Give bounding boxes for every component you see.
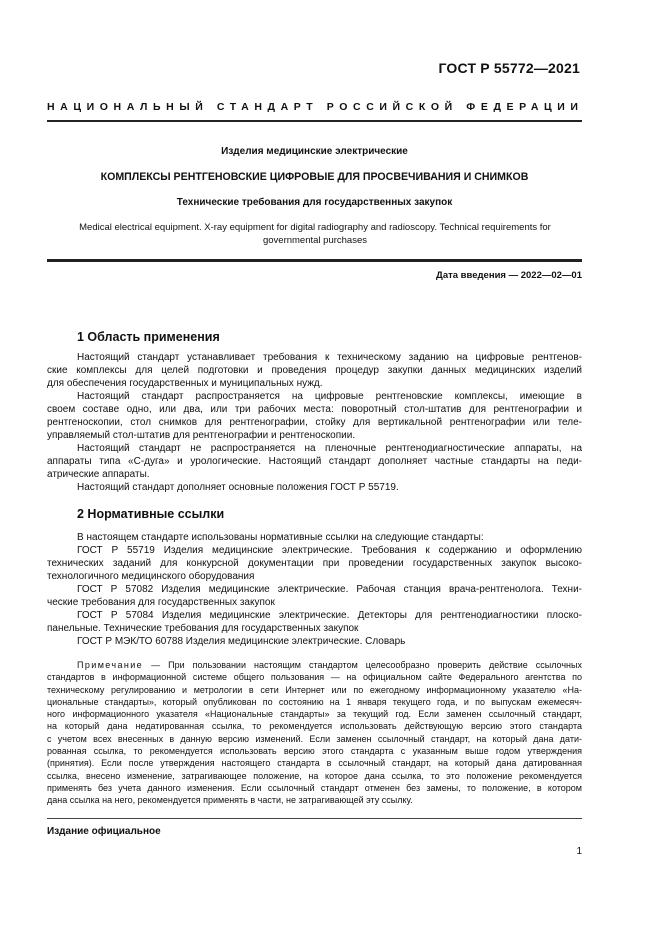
document-code: ГОСТ Р 55772—2021 [438,60,580,76]
body-line: Настоящий стандарт дополняет основные положения ГОСТ Р 55719. [77,482,399,493]
note-line: стандартов в информационной системе общего пользования — на официальном сайте Федерального агентства по [47,672,582,683]
reference-line: панельные. Технические требования для государственных закупок [47,623,359,634]
english-title-line: Medical electrical equipment. X-ray equipment for digital radiography and radioscopy. Technical requirements for [79,222,551,233]
page-number: 1 [576,846,582,857]
top-rule [47,120,582,122]
body-line: Настоящий стандарт не распространяется на пленочные рентгенодиагностические аппараты, на [77,443,582,454]
reference-note [47,659,582,807]
english-title-line: governmental purchases [262,235,368,246]
body-line: В настоящем стандарте использованы нормативные ссылки на следующие стандарты: [77,532,484,543]
note-label: Примечание [77,660,144,670]
section-1-body [47,351,582,494]
note-line: применять без учета данного изменения. Если ссылочный стандарт отменен без замены, то положение, в котором [47,782,582,793]
note-line [47,659,582,671]
reference-line: технологичного медицинского оборудования [47,571,255,582]
note-line: (принятия). Если после утверждения настоящего стандарта в ссылочный стандарт, на который дана датированная [47,758,582,769]
note-line: с учетом всех внесенных в данную версию изменений. Если заменен ссылочный стандарт, на который дана дати- [47,733,582,744]
national-standard-heading: НАЦИОНАЛЬНЫЙ СТАНДАРТ РОССИЙСКОЙ ФЕДЕРАЦИИ [47,101,584,113]
body-line: рентгеноскопии, стол снимков для рентгенографии, стойку для вертикальной рентгенографии или теле- [47,417,582,428]
english-title [60,221,570,247]
document-subject: Изделия медицинские электрические [221,146,408,157]
reference-line: ГОСТ Р 57082 Изделия медицинские электрические. Рабочая станция врача-рентгенолога. Техни- [77,584,582,595]
note-line: ссылка, внесено изменение, затрагивающее положение, на которое дана ссылка, то это положение рекомендуется [47,770,582,781]
introduction-date: Дата введения — 2022—02—01 [436,270,582,281]
body-line: ские комплексы для целей подготовки и проведения процедур закупки данных медицинских изделий [47,365,582,376]
section-2-body [47,531,582,648]
body-line: Настоящий стандарт устанавливает требования к техническому заданию на цифровые рентгенов- [77,352,582,363]
note-line: циональные стандарты», который опубликован по состоянию на 1 января текущего года, и по выпускам ежемесяч- [47,696,582,707]
body-line: своем составе одно, или два, или три рабочих места: поворотный стол-штатив для рентгенографии и [47,404,582,415]
note-line: ного информационного указателя «Национальные стандарты» за текущий год. Если заменен ссылочный стандарт, [47,709,582,720]
body-line: атрические аппараты. [47,469,150,480]
reference-line: ческие требования для государственных закупок [47,597,275,608]
official-edition-label: Издание официальное [47,826,161,837]
body-line: Настоящий стандарт распространяется на цифровые рентгеновские комплексы, имеющие в [77,391,582,402]
note-text: — При пользовании настоящим стандартом целесообразно проверить действие ссылочных [143,660,582,670]
note-line: на который дана недатированная ссылка, то рекомендуется использовать действующую версию этого стандарта [47,721,582,732]
note-line: дана ссылка на него, рекомендуется применять в части, не затрагивающей эту ссылку. [47,795,413,806]
document-subtitle: Технические требования для государственных закупок [176,197,453,208]
title-bottom-rule [47,259,582,262]
note-line: техническому регулированию и метрологии в сети Интернет или по ежегодному информационному указателю «На- [47,684,582,695]
reference-line: ГОСТ Р 55719 Изделия медицинские электрические. Требования к содержанию и оформлению [77,545,582,556]
reference-line: ГОСТ Р МЭК/ТО 60788 Изделия медицинские электрические. Словарь [77,636,406,647]
body-line: аппараты типа «С-дуга» и урологические. Настоящий стандарт дополняет частные стандарты на педи- [47,456,582,467]
note-line: рованная ссылка, то рекомендуется использовать версию этого стандарта с указанным выше годом утверждения [47,746,582,757]
document-title: КОМПЛЕКСЫ РЕНТГЕНОВСКИЕ ЦИФРОВЫЕ ДЛЯ ПРОСВЕЧИВАНИЯ И СНИМКОВ [100,171,529,183]
reference-line: технических заданий для конкурсной документации при проведении государственных закупок высоко- [47,558,582,569]
section-1-title: 1 Область применения [77,330,220,344]
body-line: управляемый стол-штатив для рентгенографии и рентгеноскопии. [47,430,356,441]
footer-rule [47,818,582,819]
section-2-title: 2 Нормативные ссылки [77,507,225,521]
body-line: для обеспечения государственных и муниципальных нужд. [47,378,323,389]
reference-line: ГОСТ Р 57084 Изделия медицинские электрические. Детекторы для рентгенодиагностики плоско- [77,610,582,621]
